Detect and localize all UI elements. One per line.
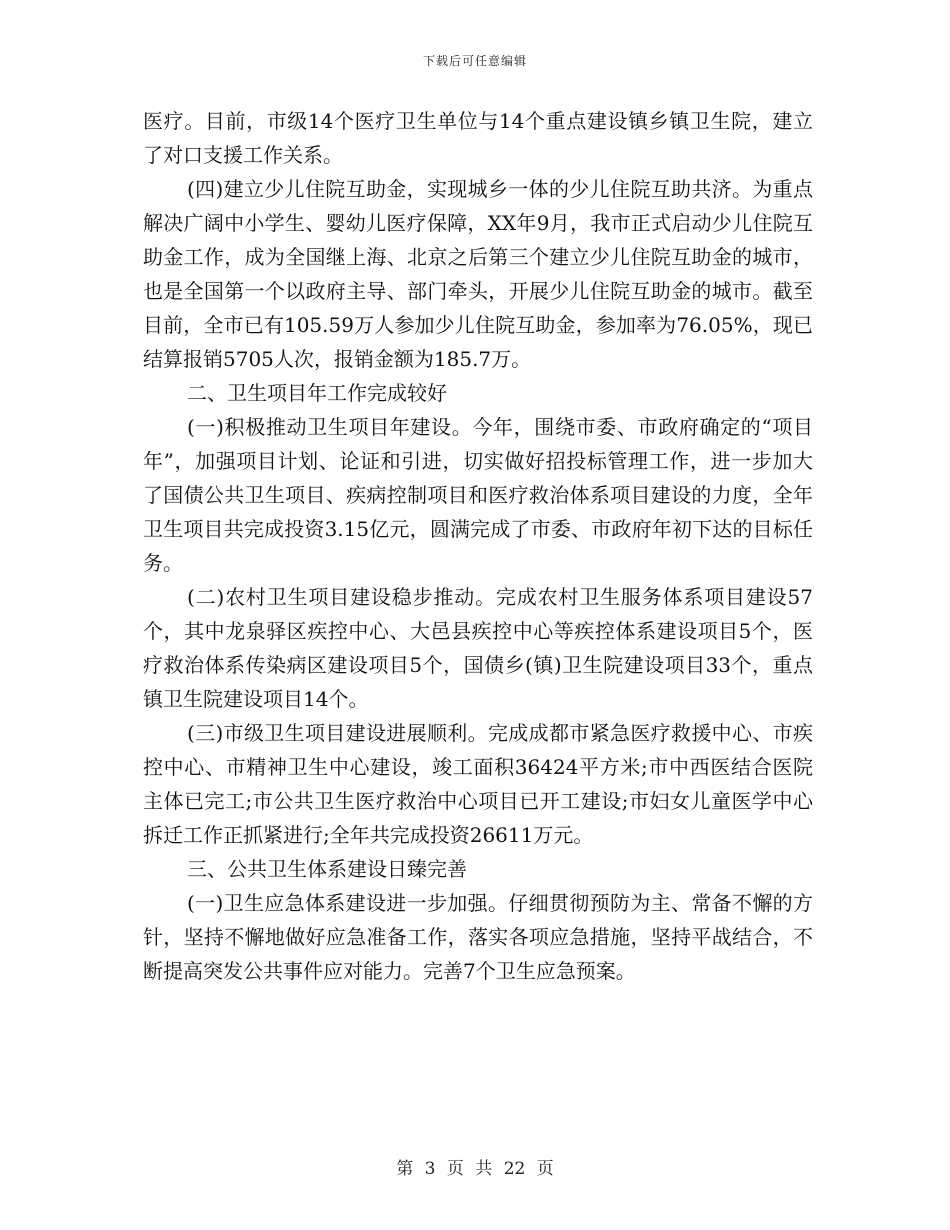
paragraph: (四)建立少儿住院互助金，实现城乡一体的少儿住院互助共济。为重点解决广阔中小学生、婴幼儿医疗保障，XX年9月，我市正式启动少儿住院互助金工作，成为全国继上海、北京之后第三个建立少儿住院互助金的城市，也是全国第一个以政府主导、部门牵头，开展少儿住院互助金的城市。截至目前，全市已有105.59万人参加少儿住院互助金，参加率为76.05%，现已结算报销5705人次，报销金额为185.7万。 — [143, 177, 813, 371]
paragraph: (一)积极推动卫生项目年建设。今年，围绕市委、市政府确定的“项目年”，加强项目计划、论证和引进，切实做好招投标管理工作，进一步加大了国债公共卫生项目、疾病控制项目和医疗救治体系项目建设的力度，全年卫生项目共完成投资3.15亿元，圆满完成了市委、市政府年初下达的目标任务。 — [143, 415, 813, 575]
paragraph-continuation: 医疗。目前，市级14个医疗卫生单位与14个重点建设镇乡镇卫生院，建立了对口支援工作关系。 — [143, 109, 813, 167]
page-header: 下载后可任意编辑 — [422, 54, 527, 68]
paragraph: (一)卫生应急体系建设进一步加强。仔细贯彻预防为主、常备不懈的方针，坚持不懈地做好应急准备工作，落实各项应急措施，坚持平战结合，不断提高突发公共事件应对能力。完善7个卫生应急预案。 — [143, 891, 813, 983]
paragraph: (三)市级卫生项目建设进展顺利。完成成都市紧急医疗救援中心、市疾控中心、市精神卫生中心建设，竣工面积36424平方米;市中西医结合医院主体已完工;市公共卫生医疗救治中心项目已开工建设;市妇女儿童医学中心拆迁工作正抓紧进行;全年共完成投资26611万元。 — [143, 721, 813, 847]
paragraph: (二)农村卫生项目建设稳步推动。完成农村卫生服务体系项目建设57个，其中龙泉驿区疾控中心、大邑县疾控中心等疾控体系建设项目5个，医疗救治体系传染病区建设项目5个，国债乡(镇)卫生院建设项目33个，重点镇卫生院建设项目14个。 — [143, 585, 813, 711]
page-number-footer: 第 3 页 共 22 页 — [396, 1159, 554, 1179]
section-heading: 二、卫生项目年工作完成较好 — [187, 381, 447, 405]
section-heading: 三、公共卫生体系建设日臻完善 — [187, 857, 467, 881]
document-body — [143, 104, 813, 988]
